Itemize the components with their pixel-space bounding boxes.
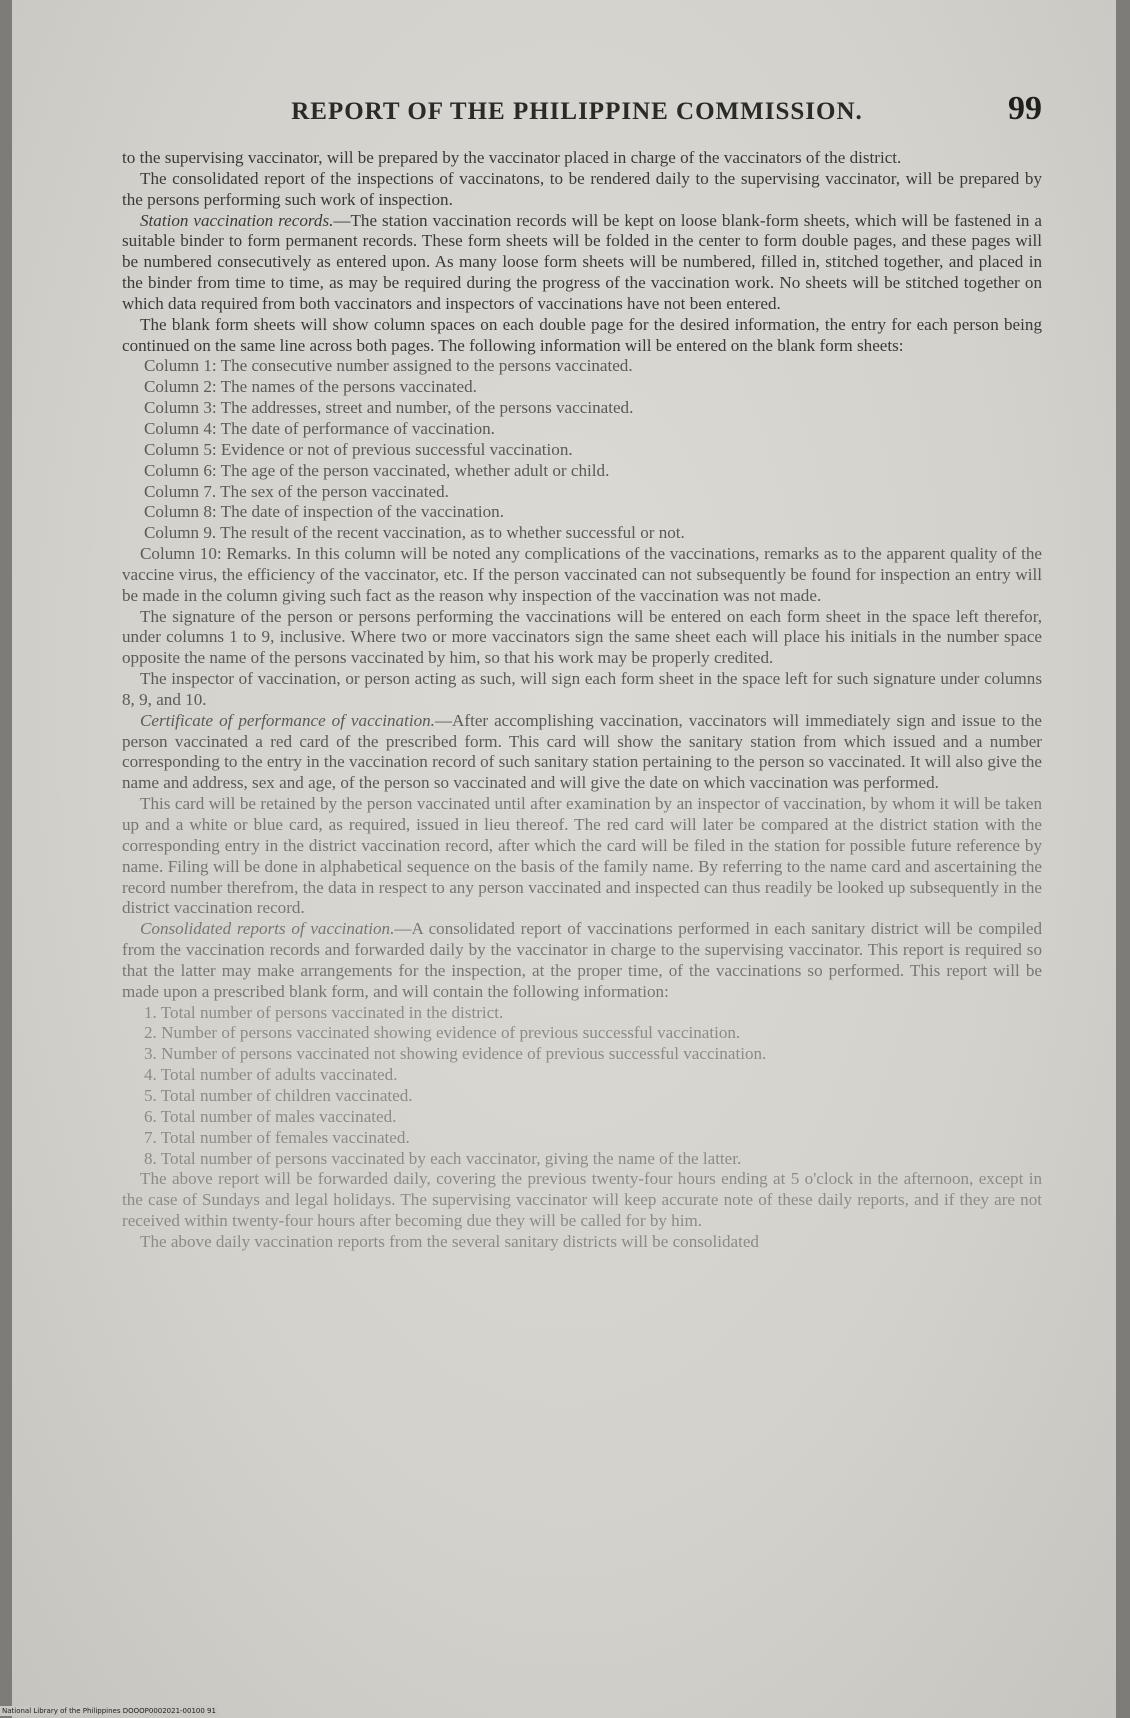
paragraph: The above daily vaccination reports from the several sanitary districts will be consolidated	[140, 1231, 759, 1251]
section-heading: Consolidated reports of vaccination.	[140, 919, 395, 939]
page-body	[122, 148, 1042, 1253]
paragraph: Certificate of performance of vaccination.—After accomplishing vaccination, vaccinators will immediately sign and issue to the person vaccinated a red card of the prescribed form. This card will show the sanitary station from which issued and a number corresponding to the entry in the vaccination record of such sanitary station pertaining to the person so vaccinated. It will also give the name and address, sex and age, of the person so vaccinated and will give the date on which vaccination was performed.	[122, 710, 1042, 793]
paragraph: Station vaccination records.—The station vaccination records will be kept on loose blank-form sheets, which will be fastened in a suitable binder to form permanent records. These form sheets will be folded in the center to form double pages, and these pages will be numbered consecutively as entered upon. As many loose form sheets will be numbered, filled in, stitched together, and placed in the binder from time to time, as may be required during the progress of the vaccination work. No sheets will be stitched together on which data required from both vaccinators and inspectors of vaccinations have not been entered.	[122, 210, 1042, 313]
section-heading: Station vaccination records.	[140, 210, 334, 230]
column-item: Column 8: The date of inspection of the vaccination.	[144, 502, 504, 522]
paragraph: The inspector of vaccination, or person acting as such, will sign each form sheet in the space left for such signature under columns 8, 9, and 10.	[122, 669, 1042, 709]
column-item: Column 1: The consecutive number assigned to the persons vaccinated.	[144, 356, 633, 376]
paragraph: This card will be retained by the person vaccinated until after examination by an inspector of vaccination, by whom it will be taken up and a white or blue card, as required, issued in lieu thereof. The red card will later be compared at the district station with the corresponding entry in the district vaccination record, after which the card will be filed in the station for possible future reference by name. Filing will be done in alphabetical sequence on the basis of the family name. By referring to the name card and ascertaining the record number therefrom, the data in respect to any person vaccinated and inspected can thus readily be looked up subsequently in the district vaccination record.	[122, 794, 1042, 918]
paragraph-text: After accomplishing vaccination, vaccinators will immediately sign and issue to the person vaccinated a red card of the prescribed form. This card will show the sanitary station from which issued and a number corresponding to the entry in the vaccination record of such sanitary station pertaining to the person so vaccinated. It will also give the name and address, sex and age, of the person so vaccinated and will give the date on which vaccination was performed.	[122, 710, 1042, 793]
report-item: 2. Number of persons vaccinated showing evidence of previous successful vaccination.	[144, 1023, 741, 1043]
paragraph: The blank form sheets will show column spaces on each double page for the desired information, the entry for each person being continued on the same line across both pages. The following information will be entered on the blank form sheets:	[122, 314, 1042, 355]
scan-footer-label: National Library of the Philippines DOOOP0002021-00100 91	[2, 1707, 216, 1715]
column-item: Column 3: The addresses, street and number, of the persons vaccinated.	[144, 398, 634, 418]
report-item: 6. Total number of males vaccinated.	[144, 1106, 397, 1126]
paragraph: The above report will be forwarded daily, covering the previous twenty-four hours ending at 5 o'clock in the afternoon, except in the case of Sundays and legal holidays. The supervising vaccinator will keep accurate note of these daily reports, and if they are not received within twenty-four hours after becoming due they will be called for by him.	[122, 1169, 1042, 1231]
report-item: 1. Total number of persons vaccinated in the district.	[144, 1002, 504, 1022]
column-item: Column 4: The date of performance of vaccination.	[144, 418, 495, 438]
paragraph: The consolidated report of the inspections of vaccinatons, to be rendered daily to the supervising vaccinator, will be prepared by the persons performing such work of inspection.	[122, 168, 1042, 209]
paragraph-text: A consolidated report of vaccinations performed in each sanitary district will be compiled from the vaccination records and forwarded daily by the vaccinator in charge to the supervising vaccinator. This report is required so that the latter may make arrangements for the inspection, at the proper time, of the vaccinations so performed. This report will be made upon a prescribed blank form, and will contain the following information:	[122, 919, 1042, 1001]
column-item: Column 2: The names of the persons vaccinated.	[144, 377, 477, 397]
column-item: Column 7. The sex of the person vaccinated.	[144, 481, 449, 501]
paragraph: to the supervising vaccinator, will be prepared by the vaccinator placed in charge of the vaccinators of the district.	[122, 148, 902, 167]
paragraph: Consolidated reports of vaccination.—A consolidated report of vaccinations performed in each sanitary district will be compiled from the vaccination records and forwarded daily by the vaccinator in charge to the supervising vaccinator. This report is required so that the latter may make arrangements for the inspection, at the proper time, of the vaccinations so performed. This report will be made upon a prescribed blank form, and will contain the following information:	[122, 919, 1042, 1001]
scanned-page	[12, 0, 1116, 1718]
section-heading: Certificate of performance of vaccination.	[140, 710, 435, 730]
paragraph: The signature of the person or persons performing the vaccinations will be entered on each form sheet in the space left therefor, under columns 1 to 9, inclusive. Where two or more vaccinators sign the same sheet each will place his initials in the number space opposite the name of the persons vaccinated by him, so that his work may be properly credited.	[122, 606, 1042, 668]
paragraph: Column 10: Remarks. In this column will be noted any complications of the vaccinations, remarks as to the apparent quality of the vaccine virus, the efficiency of the vaccinator, etc. If the person vaccinated can not subsequently be found for inspection an entry will be made in the column giving such fact as the reason why inspection of the vaccination was not made.	[122, 544, 1042, 605]
report-item: 7. Total number of females vaccinated.	[144, 1127, 410, 1147]
report-item: 5. Total number of children vaccinated.	[144, 1085, 413, 1105]
report-item: 8. Total number of persons vaccinated by each vaccinator, giving the name of the latter.	[144, 1148, 742, 1168]
report-item: 3. Number of persons vaccinated not showing evidence of previous successful vaccination.	[144, 1044, 767, 1064]
page-number: 99	[1008, 90, 1042, 127]
paragraph-text: The station vaccination records will be kept on loose blank-form sheets, which will be fastened in a suitable binder to form permanent records. These form sheets will be folded in the center to form double pages, and these pages will be numbered consecutively as entered upon. As many loose form sheets will be numbered, filled in, stitched together, and placed in the binder from time to time, as may be required during the progress of the vaccination work. No sheets will be stitched together on which data required from both vaccinators and inspectors of vaccinations have not been entered.	[122, 210, 1042, 313]
column-item: Column 6: The age of the person vaccinated, whether adult or child.	[144, 460, 610, 480]
column-item: Column 5: Evidence or not of previous successful vaccination.	[144, 439, 573, 459]
running-title: REPORT OF THE PHILIPPINE COMMISSION.	[291, 98, 863, 125]
column-item: Column 9. The result of the recent vaccination, as to whether successful or not.	[144, 523, 685, 543]
page-header	[112, 90, 1042, 130]
report-item: 4. Total number of adults vaccinated.	[144, 1065, 398, 1085]
